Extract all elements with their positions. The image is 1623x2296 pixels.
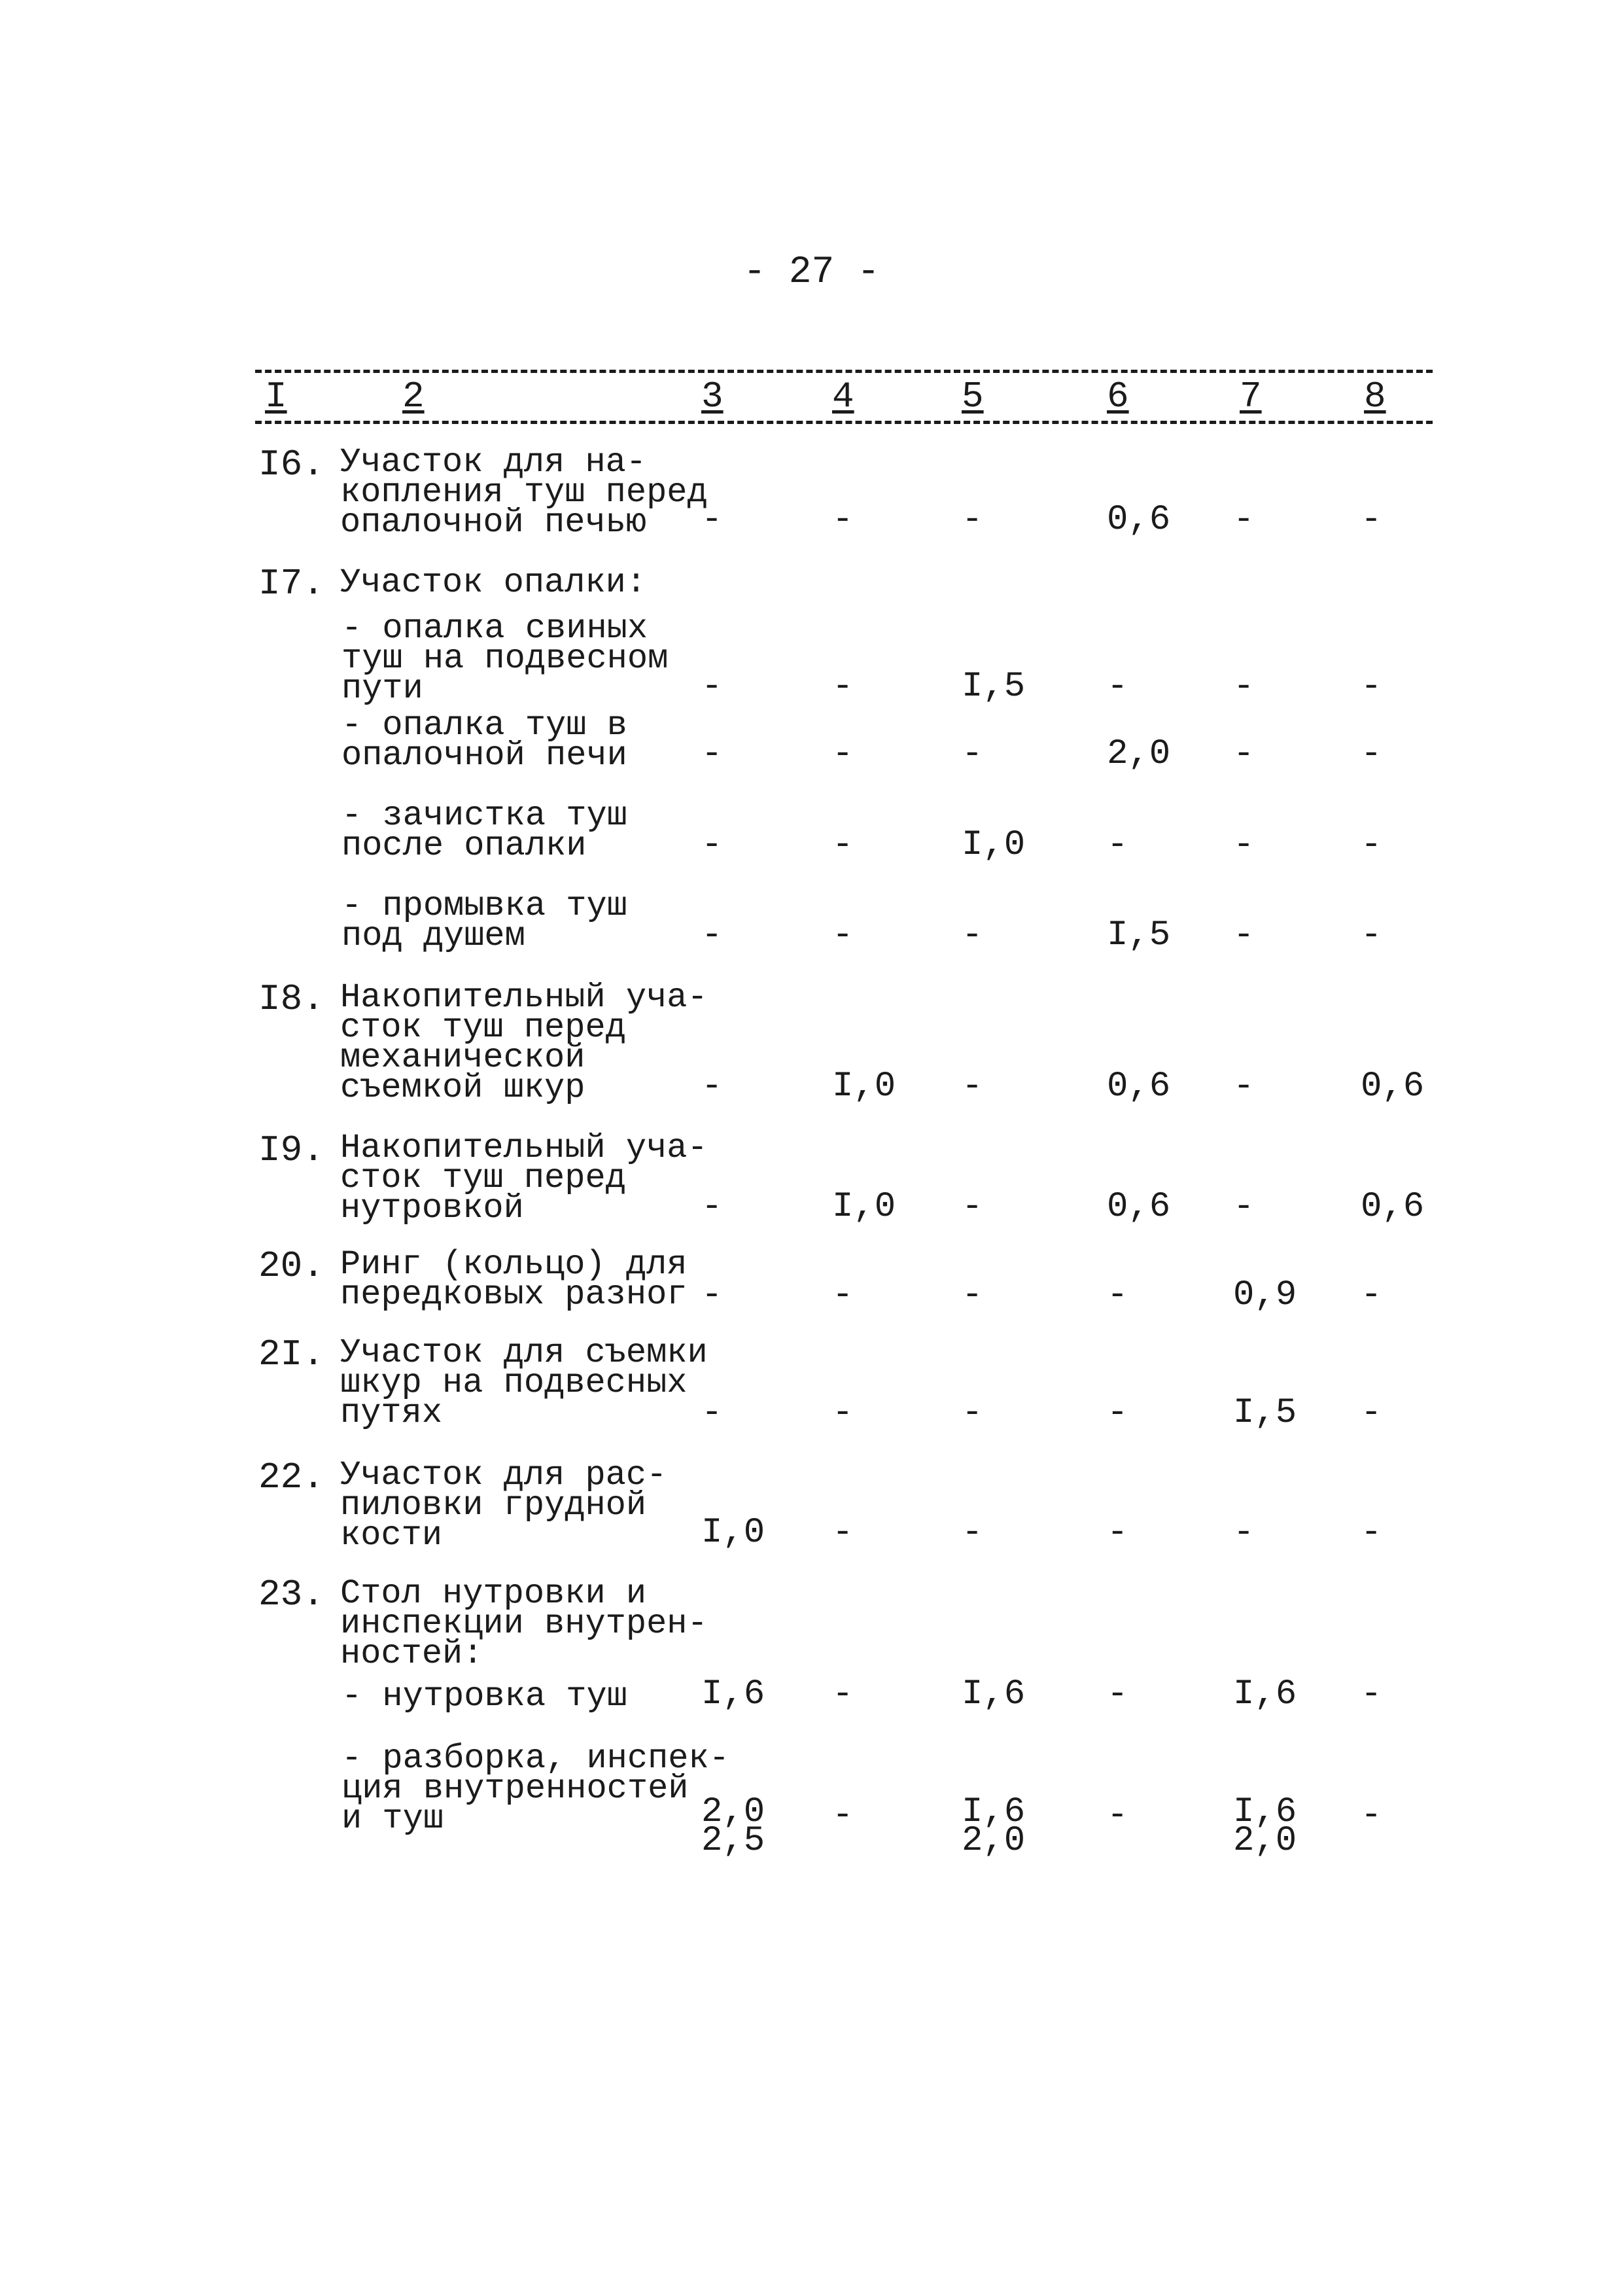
cell-col6: 2,0 xyxy=(1107,734,1171,774)
page-number: - 27 - xyxy=(743,251,880,294)
col-header-8: 8 xyxy=(1364,376,1386,417)
cell-col4: - xyxy=(832,667,854,707)
cell-col5: I,5 xyxy=(962,667,1026,707)
row-number: I7. xyxy=(258,563,324,605)
row-number: 2I. xyxy=(258,1333,324,1375)
cell-col4: - xyxy=(832,915,854,955)
cell-col4: - xyxy=(832,825,854,865)
col-header-1: I xyxy=(265,376,287,417)
row-description: Ринг (кольцо) для передковых разног xyxy=(340,1245,688,1314)
cell-col7: - xyxy=(1233,915,1255,955)
cell-col3: - xyxy=(701,1067,723,1106)
row-number: 23. xyxy=(258,1574,324,1616)
table-top-rule xyxy=(255,370,1433,373)
cell-col3: - xyxy=(701,825,723,865)
row-number: I8. xyxy=(258,978,324,1020)
cell-col5: - xyxy=(962,1067,983,1106)
cell-col3: 2,0 2,5 xyxy=(701,1792,765,1861)
cell-col6: - xyxy=(1107,1674,1128,1714)
cell-col7: 0,9 xyxy=(1233,1275,1297,1315)
cell-col3: - xyxy=(701,1187,723,1227)
cell-col4: - xyxy=(832,1393,854,1433)
row-description: Участок для на- копления туш перед опалочной печью xyxy=(340,443,708,542)
cell-col7: - xyxy=(1233,1187,1255,1227)
row-description: Накопительный уча- сток туш перед нутровкой xyxy=(340,1129,708,1227)
row-number: 20. xyxy=(258,1245,324,1287)
cell-col5: - xyxy=(962,1187,983,1227)
cell-col7: I,6 xyxy=(1233,1674,1297,1714)
cell-col3: - xyxy=(701,667,723,707)
cell-col7: - xyxy=(1233,825,1255,865)
cell-col5: I,0 xyxy=(962,825,1026,865)
cell-col5: - xyxy=(962,915,983,955)
cell-col7: I,5 xyxy=(1233,1393,1297,1433)
cell-col8: - xyxy=(1361,1795,1382,1835)
cell-col8: - xyxy=(1361,1393,1382,1433)
cell-col7: - xyxy=(1233,667,1255,707)
row-description: - опалка свиных туш на подвесном пути xyxy=(341,609,669,708)
cell-col3: - xyxy=(701,1275,723,1315)
row-description: - промывка туш под душем xyxy=(341,887,627,955)
cell-col3: - xyxy=(701,500,723,540)
cell-col6: - xyxy=(1107,1795,1128,1835)
row-description: Стол нутровки и инспекции внутрен- ностей: xyxy=(340,1574,708,1673)
cell-col7: I,6 2,0 xyxy=(1233,1792,1297,1861)
row-description: - разборка, инспек- ция внутренностей и туш xyxy=(341,1739,729,1838)
cell-col6: - xyxy=(1107,1275,1128,1315)
row-number: I9. xyxy=(258,1129,324,1171)
row-description: - зачистка туш после опалки xyxy=(341,796,627,865)
cell-col7: - xyxy=(1233,734,1255,774)
cell-col3: I,0 xyxy=(701,1513,765,1553)
table-header-rule xyxy=(255,421,1433,424)
cell-col7: - xyxy=(1233,1067,1255,1106)
cell-col5: - xyxy=(962,1393,983,1433)
cell-col6: - xyxy=(1107,667,1128,707)
cell-col4: - xyxy=(832,1275,854,1315)
col-header-2: 2 xyxy=(402,376,425,417)
cell-col7: - xyxy=(1233,500,1255,540)
cell-col3: - xyxy=(701,915,723,955)
cell-col5: - xyxy=(962,1275,983,1315)
cell-col4: - xyxy=(832,1513,854,1553)
cell-col8: 0,6 xyxy=(1361,1067,1425,1106)
cell-col4: - xyxy=(832,1795,854,1835)
cell-col4: - xyxy=(832,1674,854,1714)
row-description: Участок для съемки шкур на подвесных путях xyxy=(340,1333,708,1432)
cell-col7: - xyxy=(1233,1513,1255,1553)
cell-col8: - xyxy=(1361,500,1382,540)
cell-col5: I,6 xyxy=(962,1674,1026,1714)
cell-col4: I,0 xyxy=(832,1187,896,1227)
col-header-5: 5 xyxy=(962,376,984,417)
cell-col4: I,0 xyxy=(832,1067,896,1106)
cell-col6: I,5 xyxy=(1107,915,1171,955)
cell-col6: 0,6 xyxy=(1107,1187,1171,1227)
cell-col5: - xyxy=(962,734,983,774)
row-description: - нутровка туш xyxy=(341,1677,627,1716)
col-header-6: 6 xyxy=(1107,376,1129,417)
cell-col8: - xyxy=(1361,1513,1382,1553)
cell-col3: - xyxy=(701,734,723,774)
cell-col6: - xyxy=(1107,1513,1128,1553)
row-description: Участок опалки: xyxy=(340,563,647,602)
cell-col8: - xyxy=(1361,1674,1382,1714)
cell-col6: 0,6 xyxy=(1107,500,1171,540)
cell-col8: - xyxy=(1361,1275,1382,1315)
cell-col8: - xyxy=(1361,825,1382,865)
cell-col5: I,6 2,0 xyxy=(962,1792,1026,1861)
row-description: Накопительный уча- сток туш перед механической съемкой шкур xyxy=(340,978,708,1107)
cell-col3: I,6 xyxy=(701,1674,765,1714)
cell-col4: - xyxy=(832,734,854,774)
cell-col6: 0,6 xyxy=(1107,1067,1171,1106)
row-number: I6. xyxy=(258,444,324,486)
col-header-3: 3 xyxy=(701,376,724,417)
cell-col8: 0,6 xyxy=(1361,1187,1425,1227)
cell-col4: - xyxy=(832,500,854,540)
cell-col3: - xyxy=(701,1393,723,1433)
cell-col6: - xyxy=(1107,825,1128,865)
cell-col8: - xyxy=(1361,734,1382,774)
cell-col5: - xyxy=(962,500,983,540)
cell-col5: - xyxy=(962,1513,983,1553)
cell-col6: - xyxy=(1107,1393,1128,1433)
cell-col8: - xyxy=(1361,667,1382,707)
row-number: 22. xyxy=(258,1457,324,1498)
cell-col8: - xyxy=(1361,915,1382,955)
row-description: - опалка туш в опалочной печи xyxy=(341,706,627,775)
col-header-4: 4 xyxy=(832,376,854,417)
col-header-7: 7 xyxy=(1240,376,1262,417)
row-description: Участок для рас- пиловки грудной кости xyxy=(340,1456,667,1555)
